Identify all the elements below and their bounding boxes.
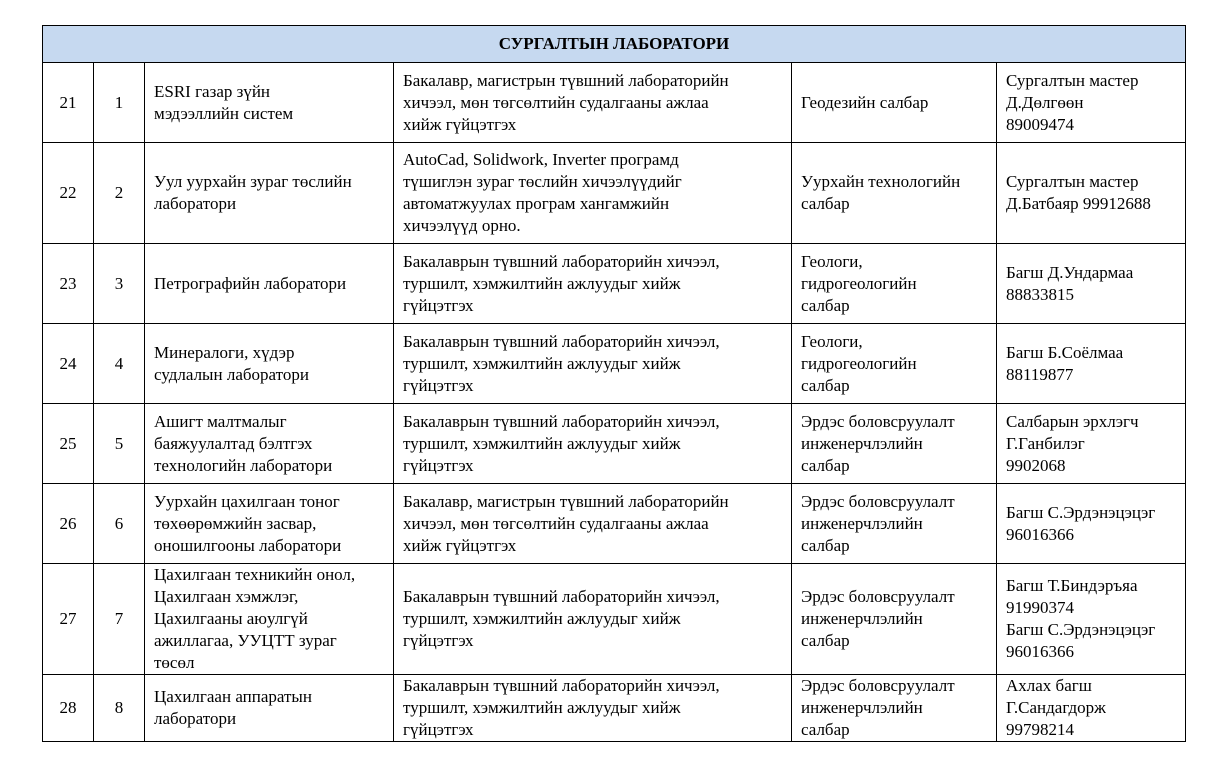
lab-department: Эрдэс боловсруулалт инженерчлэлийн салбар — [792, 675, 997, 742]
row-sub-number: 1 — [94, 63, 145, 143]
lab-description: Бакалаврын түвшний лабораторийн хичээл, туршилт, хэмжилтийн ажлуудыг хийж гүйцэтгэх — [394, 324, 792, 404]
table-row — [43, 244, 1186, 324]
lab-contact: Багш Д.Ундармаа 88833815 — [997, 244, 1186, 324]
lab-department: Геодезийн салбар — [792, 63, 997, 143]
laboratory-table — [42, 25, 1186, 742]
lab-department: Эрдэс боловсруулалт инженерчлэлийн салбар — [792, 564, 997, 675]
lab-name: Уул уурхайн зураг төслийн лаборатори — [145, 143, 394, 244]
table-row — [43, 484, 1186, 564]
lab-department: Эрдэс боловсруулалт инженерчлэлийн салбар — [792, 484, 997, 564]
lab-description: Бакалавр, магистрын түвшний лабораторийн хичээл, мөн төгсөлтийн судалгааны ажлаа хийж гүйцэтгэх — [394, 484, 792, 564]
lab-name: Ашигт малтмалыг баяжуулалтад бэлтгэх технологийн лаборатори — [145, 404, 394, 484]
table-title-row — [43, 26, 1186, 63]
lab-contact: Багш С.Эрдэнэцэцэг 96016366 — [997, 484, 1186, 564]
lab-description: Бакалаврын түвшний лабораторийн хичээл, туршилт, хэмжилтийн ажлуудыг хийж гүйцэтгэх — [394, 404, 792, 484]
table-row — [43, 564, 1186, 675]
row-number: 25 — [43, 404, 94, 484]
row-number: 22 — [43, 143, 94, 244]
row-sub-number: 5 — [94, 404, 145, 484]
lab-department: Геологи, гидрогеологийн салбар — [792, 324, 997, 404]
row-sub-number: 8 — [94, 675, 145, 742]
lab-name: Петрографийн лаборатори — [145, 244, 394, 324]
table-row — [43, 324, 1186, 404]
lab-name: ESRI газар зүйн мэдээллийн систем — [145, 63, 394, 143]
row-number: 23 — [43, 244, 94, 324]
lab-department: Уурхайн технологийн салбар — [792, 143, 997, 244]
lab-department: Эрдэс боловсруулалт инженерчлэлийн салбар — [792, 404, 997, 484]
lab-name: Цахилгаан аппаратын лаборатори — [145, 675, 394, 742]
row-number: 21 — [43, 63, 94, 143]
lab-contact: Салбарын эрхлэгч Г.Ганбилэг 9902068 — [997, 404, 1186, 484]
row-sub-number: 2 — [94, 143, 145, 244]
row-sub-number: 3 — [94, 244, 145, 324]
lab-name: Цахилгаан техникийн онол, Цахилгаан хэмжлэг, Цахилгааны аюулгүй ажиллагаа, УУЦТТ зураг төсөл — [145, 564, 394, 675]
lab-contact: Багш Т.Биндэръяа 91990374 Багш С.Эрдэнэцэцэг 96016366 — [997, 564, 1186, 675]
row-number: 26 — [43, 484, 94, 564]
lab-description: Бакалаврын түвшний лабораторийн хичээл, туршилт, хэмжилтийн ажлуудыг хийж гүйцэтгэх — [394, 675, 792, 742]
table-row — [43, 63, 1186, 143]
row-sub-number: 6 — [94, 484, 145, 564]
table-title: СУРГАЛТЫН ЛАБОРАТОРИ — [43, 26, 1186, 63]
lab-description: Бакалавр, магистрын түвшний лабораторийн хичээл, мөн төгсөлтийн судалгааны ажлаа хийж гүйцэтгэх — [394, 63, 792, 143]
lab-contact: Сургалтын мастер Д.Дөлгөөн 89009474 — [997, 63, 1186, 143]
row-number: 28 — [43, 675, 94, 742]
lab-contact: Ахлах багш Г.Сандагдорж 99798214 — [997, 675, 1186, 742]
lab-description: Бакалаврын түвшний лабораторийн хичээл, туршилт, хэмжилтийн ажлуудыг хийж гүйцэтгэх — [394, 244, 792, 324]
row-sub-number: 4 — [94, 324, 145, 404]
lab-contact: Багш Б.Соёлмаа 88119877 — [997, 324, 1186, 404]
table-row — [43, 143, 1186, 244]
lab-description: AutoCad, Solidwork, Inverter програмд түшиглэн зураг төслийн хичээлүүдийг автоматжуулах програм хангамжийн хичээлүүд орно. — [394, 143, 792, 244]
lab-contact: Сургалтын мастер Д.Батбаяр 99912688 — [997, 143, 1186, 244]
table-row — [43, 675, 1186, 742]
lab-name: Минералоги, хүдэр судлалын лаборатори — [145, 324, 394, 404]
lab-name: Уурхайн цахилгаан тоног төхөөрөмжийн засвар, оношилгооны лаборатори — [145, 484, 394, 564]
row-sub-number: 7 — [94, 564, 145, 675]
lab-description: Бакалаврын түвшний лабораторийн хичээл, туршилт, хэмжилтийн ажлуудыг хийж гүйцэтгэх — [394, 564, 792, 675]
row-number: 24 — [43, 324, 94, 404]
row-number: 27 — [43, 564, 94, 675]
table-row — [43, 404, 1186, 484]
lab-department: Геологи, гидрогеологийн салбар — [792, 244, 997, 324]
